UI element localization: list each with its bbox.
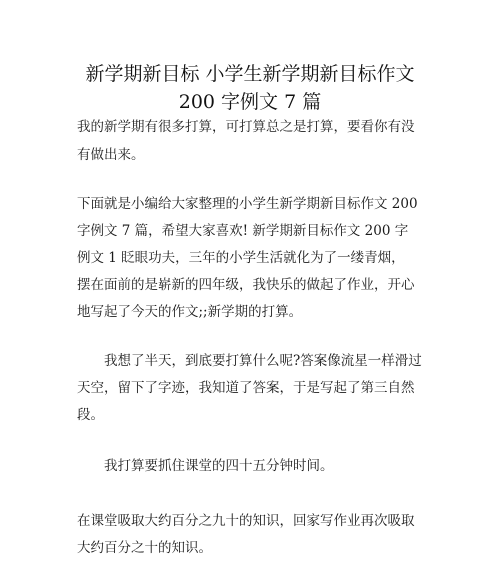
paragraph-line: 天空，留下了字迹，我知道了答案，于是写起了第三自然 [77,380,415,396]
paragraph-line: 下面就是小编给大家整理的小学生新学期新目标作文 200 [77,196,418,212]
paragraph-line: 地写起了今天的作文;;新学期的打算。 [77,304,303,320]
paragraph-line: 摆在面前的是崭新的四年级，我快乐的做起了作业，开心 [77,277,415,293]
paragraph-line: 大约百分之十的知识。 [77,540,212,556]
paragraph-line: 我打算要抓住课堂的四十五分钟时间。 [104,458,334,474]
document-title-line-1: 新学期新目标 小学生新学期新目标作文 [85,63,415,85]
document-title-line-2: 200 字例文 7 篇 [178,91,322,113]
paragraph-line: 我的新学期有很多打算，可打算总之是打算，要看你有没 [77,119,415,135]
paragraph-line: 有做出来。 [77,147,145,163]
paragraph-line: 在课堂吸取大约百分之九十的知识，回家写作业再次吸取 [77,513,415,529]
paragraph-line: 我想了半天，到底要打算什么呢?答案像流星一样滑过 [104,353,422,369]
paragraph-line: 字例文 7 篇，希望大家喜欢! 新学期新目标作文 200 字 [77,223,409,239]
paragraph-line: 段。 [77,407,104,423]
paragraph-line: 例文 1 眨眼功夫，三年的小学生活就化为了一缕青烟， [77,250,405,266]
